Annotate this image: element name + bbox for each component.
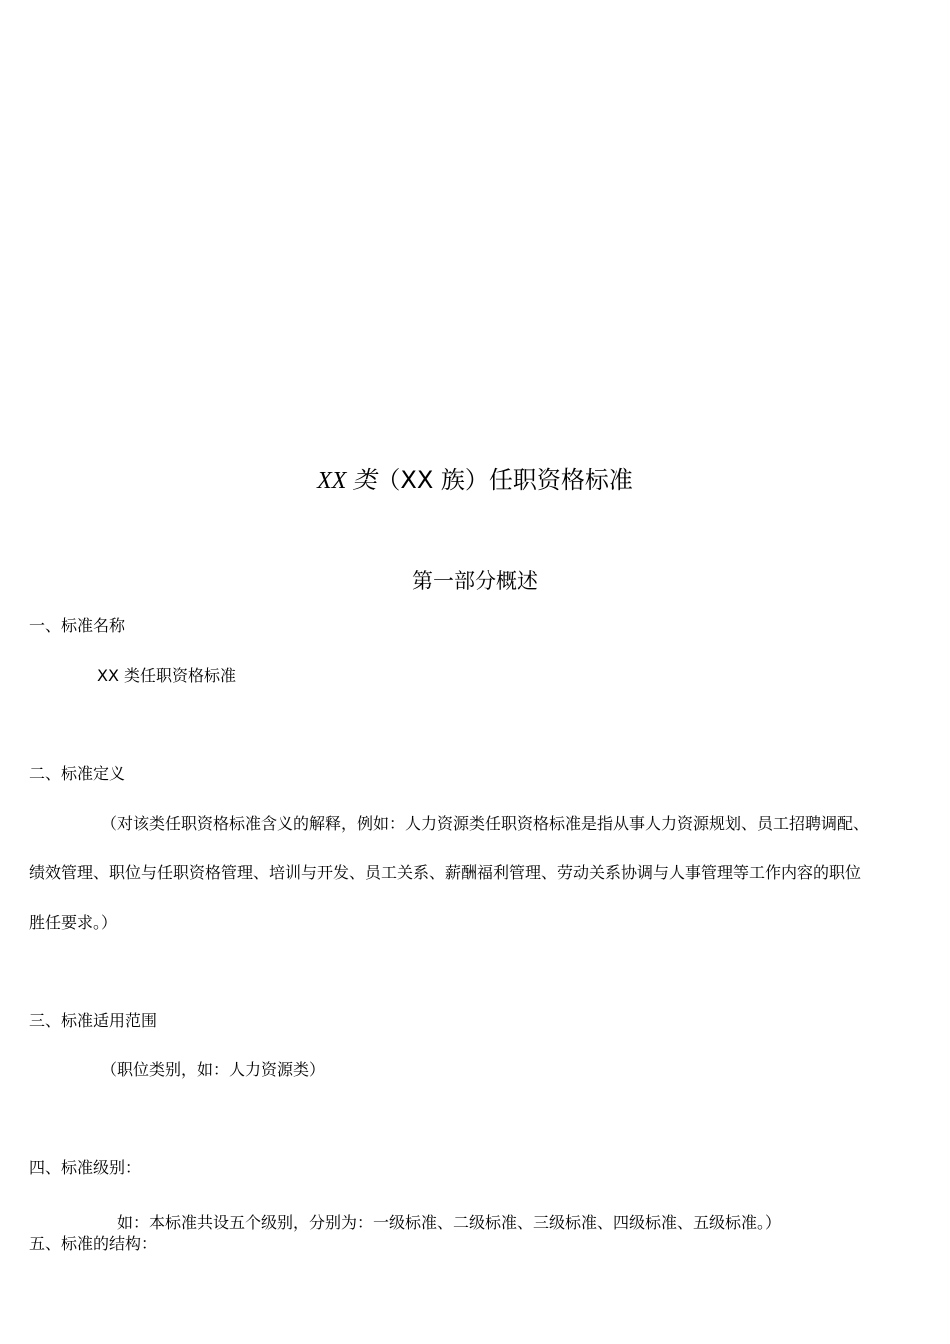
- document-title: [0, 462, 950, 499]
- section-heading-standard-name: 一、标准名称: [29, 616, 126, 635]
- section-heading-standard-definition: 二、标准定义: [29, 764, 126, 783]
- definition-line-2: 绩效管理、职位与任职资格管理、培训与开发、员工关系、薪酬福利管理、劳动关系协调与人事管理等工作内容的职位: [29, 863, 862, 882]
- definition-line-3: 胜任要求。）: [29, 913, 118, 932]
- section-heading-levels: 四、标准级别：: [29, 1158, 142, 1177]
- section-heading-structure: 五、标准的结构：: [29, 1234, 158, 1253]
- part-title: 第一部分概述: [412, 569, 538, 593]
- standard-name-text: XX 类任职资格标准: [97, 666, 237, 685]
- document-title-rest: （XX 族）任职资格标准: [376, 466, 633, 494]
- definition-line-1: （对该类任职资格标准含义的解释，例如：人力资源类任职资格标准是指从事人力资源规划、员工招聘调配、: [101, 814, 870, 833]
- document-title-prefix: XX 类: [317, 468, 377, 494]
- levels-text: 如：本标准共设五个级别，分别为：一级标准、二级标准、三级标准、四级标准、五级标准。）: [117, 1213, 782, 1232]
- section-heading-scope: 三、标准适用范围: [29, 1011, 158, 1030]
- scope-text: （职位类别，如：人力资源类）: [101, 1060, 326, 1079]
